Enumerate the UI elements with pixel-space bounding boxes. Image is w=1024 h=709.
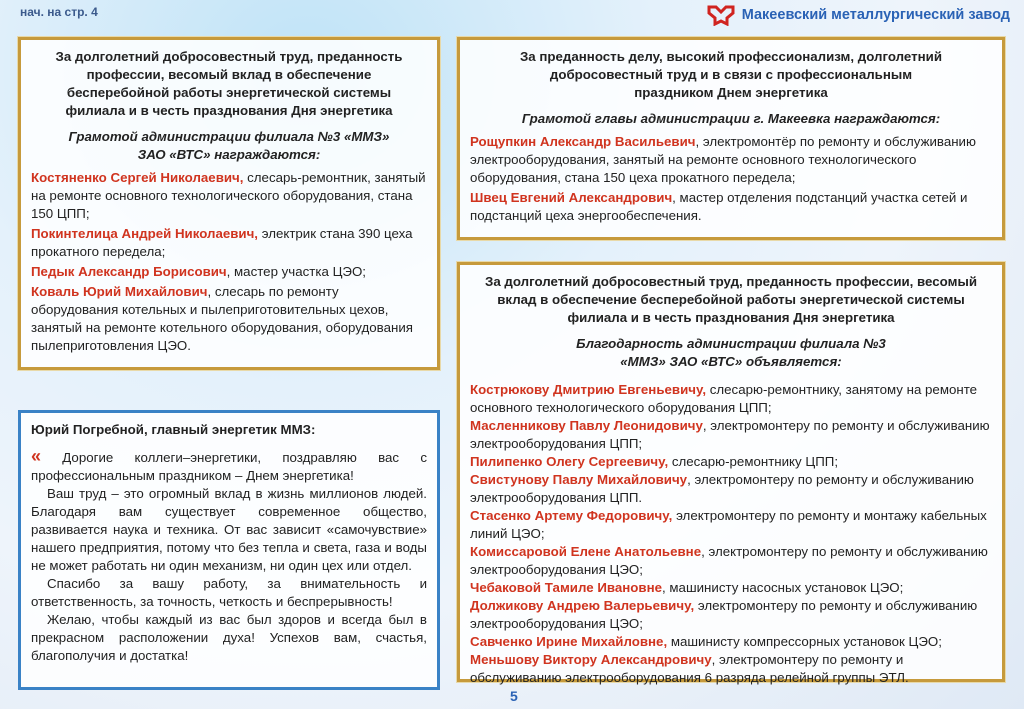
quote-text: Дорогие коллеги–энергетики, поздравляю вас с профессиональным праздником – Днем энергетика! bbox=[31, 450, 427, 483]
recipient-position: , электромонтеру по ремонту и обслуживанию электрооборудования ЦПП. bbox=[470, 472, 974, 505]
recipient-position: электромонтеру по ремонту и обслуживанию электрооборудования ЦЭО; bbox=[470, 598, 978, 631]
recipient-position: машинисту компрессорных установок ЦЭО; bbox=[667, 634, 942, 649]
award-entry bbox=[470, 417, 992, 453]
continued-from-note: нач. на стр. 4 bbox=[20, 5, 98, 19]
award-entry bbox=[470, 453, 992, 471]
award-box-branch-diploma bbox=[18, 37, 440, 370]
award-entry bbox=[470, 579, 992, 597]
quote-paragraph bbox=[31, 611, 427, 665]
recipient-name: Покинтелица Андрей Николаевич, bbox=[31, 226, 259, 241]
recipient-position: , мастер отделения подстанций участка сетей и подстанций цеха энергообеспечения. bbox=[470, 190, 968, 223]
recipient-name: Комиссаровой Елене Анатольевне bbox=[470, 544, 702, 559]
award-entry bbox=[470, 597, 992, 633]
recipient-position: слесарь-ремонтник, занятый на ремонте основного технологического оборудования, стана 150 ЦПП; bbox=[31, 170, 426, 221]
award-entry bbox=[470, 471, 992, 507]
recipient-name: Должикову Андрею Валерьевичу, bbox=[470, 598, 695, 613]
recipient-name: Масленникову Павлу Леонидовичу bbox=[470, 418, 703, 433]
recipient-name: Чебаковой Тамиле Ивановне bbox=[470, 580, 663, 595]
recipient-name: Меньшову Виктору Александровичу bbox=[470, 652, 712, 667]
recipient-position: слесарю-ремонтнику ЦПП; bbox=[668, 454, 839, 469]
recipient-position: , электромонтеру по ремонту и обслуживанию электрооборудования ЦПП; bbox=[470, 418, 990, 451]
award-entry bbox=[31, 169, 427, 223]
company-logo-icon bbox=[706, 4, 736, 26]
quote-text: Ваш труд – это огромный вклад в жизнь миллионов людей. Благодаря вам существует современное общество, развивается наука и техника. От вас зависит «самочувствие» нашего предприятия, потому что без тепла и света, газа и воды не может работать ни один механизм, ни один цех или отдел. bbox=[31, 486, 427, 573]
recipient-position: , электромонтеру по ремонту и обслуживанию электрооборудования ЦЭО; bbox=[470, 544, 988, 577]
award-entry bbox=[31, 225, 427, 261]
recipient-position: , машинисту насосных установок ЦЭО; bbox=[662, 580, 904, 595]
award-box-gratitude bbox=[457, 262, 1005, 685]
recipient-name: Савченко Ирине Михайловне, bbox=[470, 634, 668, 649]
quote-box bbox=[18, 410, 440, 690]
brand-name: Макеевский металлургический завод bbox=[741, 7, 1010, 23]
recipient-name: Костяненко Сергей Николаевич, bbox=[31, 170, 244, 185]
quote-paragraph bbox=[31, 575, 427, 611]
recipient-name: Коваль Юрий Михайлович bbox=[31, 284, 208, 299]
award-entry bbox=[470, 381, 992, 417]
recipient-name: Пилипенко Олегу Сергеевичу, bbox=[470, 454, 669, 469]
award-entry bbox=[470, 633, 992, 651]
recipient-name: Кострюкову Дмитрию Евгеньевичу, bbox=[470, 382, 707, 397]
award-box-mayor-diploma bbox=[457, 37, 1005, 240]
award-entry bbox=[470, 651, 992, 687]
quote-mark-icon: « bbox=[31, 446, 42, 466]
page-number: 5 bbox=[510, 688, 518, 704]
brand-header bbox=[706, 4, 1010, 26]
recipient-name: Педык Александр Борисович bbox=[31, 264, 227, 279]
award-entry bbox=[470, 543, 992, 579]
recipient-position: , электромонтеру по ремонту и обслуживанию электрооборудования 6 разряда релейной группы ЭТЛ. bbox=[470, 652, 909, 685]
recipient-position: , электромонтёр по ремонту и обслуживанию электрооборудования, занятый на ремонте основного технологического оборудования, стана 150 цеха прокатного передела; bbox=[470, 134, 976, 185]
award-entry bbox=[470, 189, 992, 225]
recipient-name: Свистунову Павлу Михайловичу bbox=[470, 472, 688, 487]
recipient-position: электромонтеру по ремонту и монтажу кабельных линий ЦЭО; bbox=[470, 508, 987, 541]
quote-text: Спасибо за вашу работу, за внимательность и ответственность, за точность, четкость и беспрерывность! bbox=[31, 576, 427, 609]
award-entry bbox=[470, 133, 992, 187]
box-title: За долголетний добросовестный труд, преданность профессии, весомый вклад в обеспечение бесперебойной работы энергетической системы филиала и в честь празднования Дня энергетика bbox=[484, 274, 977, 325]
quote-paragraph bbox=[31, 485, 427, 575]
box-subtitle: Грамотой администрации филиала №3 «ММЗ» ЗАО «ВТС» награждаются: bbox=[68, 129, 390, 162]
box-subtitle: Благодарность администрации филиала №3 «ММЗ» ЗАО «ВТС» объявляется: bbox=[576, 336, 886, 369]
box-subtitle: Грамотой главы администрации г. Макеевка награждаются: bbox=[521, 111, 941, 126]
award-entry bbox=[31, 283, 427, 355]
quote-text: Желаю, чтобы каждый из вас был здоров и всегда был в прекрасном расположении духа! Успехов вам, счастья, благополучия и достатка! bbox=[31, 612, 427, 663]
recipient-position: , мастер участка ЦЭО; bbox=[226, 264, 366, 279]
box-title: За преданность делу, высокий профессионализм, долголетний добросовестный труд и в связи с профессиональным праздником Днем энергетика bbox=[519, 49, 943, 100]
recipient-position: слесарю-ремонтнику, занятому на ремонте основного технологического оборудования ЦПП; bbox=[470, 382, 978, 415]
recipient-position: электрик стана 390 цеха прокатного передела; bbox=[31, 226, 413, 259]
recipient-position: , слесарь по ремонту оборудования котельных и пылеприготовительных цехов, занятый на ремонте котельного оборудования, оборудования пылеприготовления ЦЭО. bbox=[31, 284, 413, 353]
quote-author: Юрий Погребной, главный энергетик ММЗ: bbox=[31, 422, 316, 437]
recipient-name: Стасенко Артему Федоровичу, bbox=[470, 508, 673, 523]
award-entry bbox=[470, 507, 992, 543]
box-title: За долголетний добросовестный труд, преданность профессии, весомый вклад в обеспечение бесперебойной работы энергетической системы филиала и в честь празднования Дня энергетика bbox=[55, 49, 403, 118]
quote-paragraph bbox=[31, 447, 427, 485]
award-entry bbox=[31, 263, 427, 281]
recipient-name: Швец Евгений Александрович bbox=[470, 190, 673, 205]
recipient-name: Рощупкин Александр Васильевич bbox=[470, 134, 696, 149]
